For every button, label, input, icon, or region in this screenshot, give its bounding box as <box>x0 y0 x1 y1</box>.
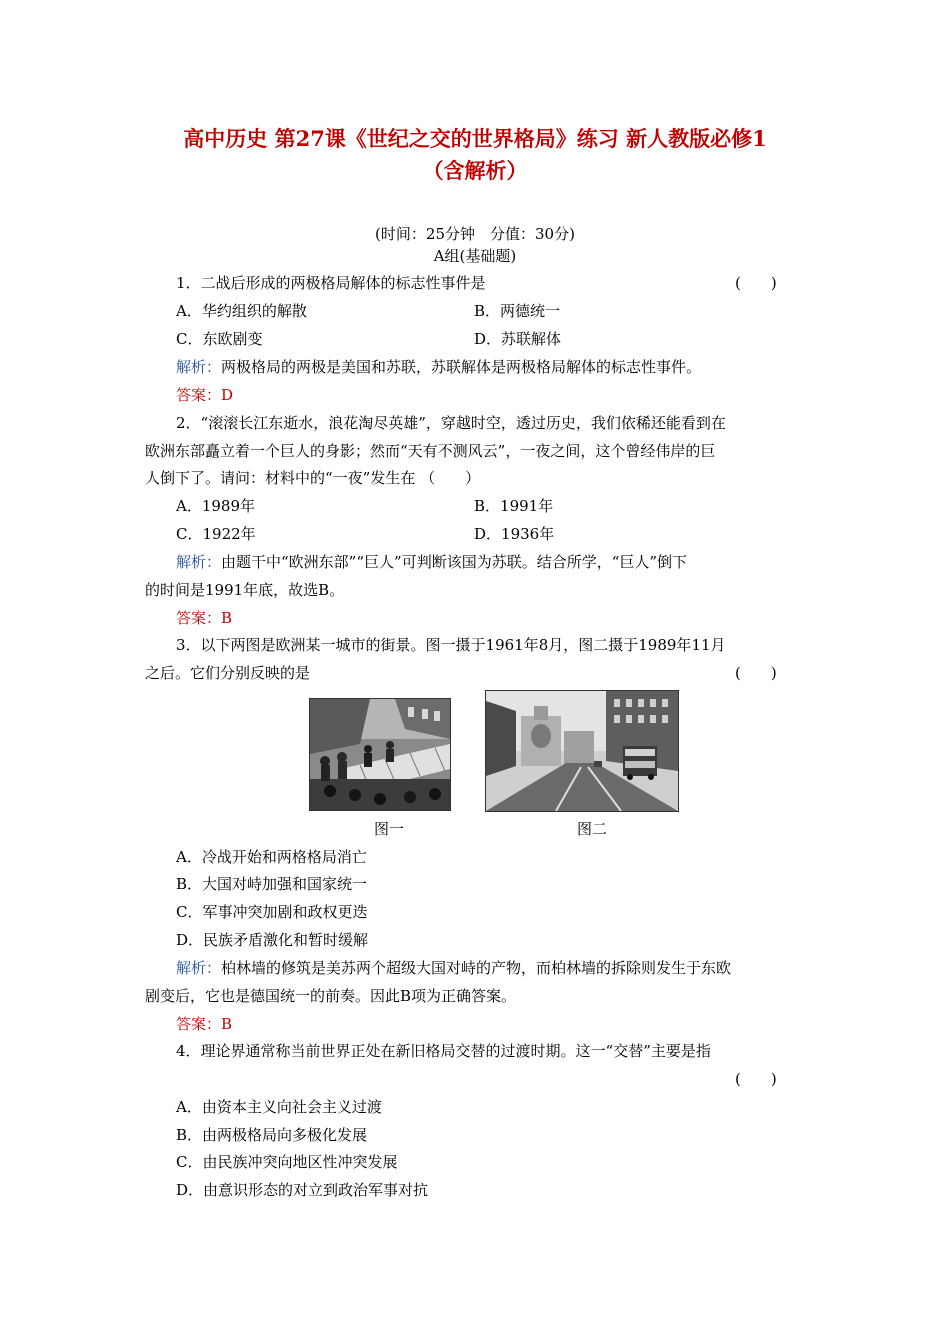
q3-analysis-line1 <box>176 957 731 979</box>
q3-analysis-text: 柏林墙的修筑是美苏两个超级大国对峙的产物，而柏林墙的拆除则发生于东欧 <box>221 959 732 977</box>
q2-answer-value: B <box>221 609 233 627</box>
q2-analysis-line1 <box>176 551 687 573</box>
q2-stem-line3: 人倒下了。请问：材料中的“一夜”发生在 （ ） <box>145 469 481 487</box>
q2-analysis-line2: 的时间是1991年底，故选B。 <box>145 581 345 599</box>
q1-option-b: B．两德统一 <box>474 302 561 320</box>
answer-label: 答案： <box>176 1015 222 1033</box>
q1-analysis-text: 两极格局的两极是美国和苏联，苏联解体是两极格局解体的标志性事件。 <box>221 358 702 376</box>
figure-1-photo <box>309 698 451 811</box>
answer-label: 答案： <box>176 609 222 627</box>
q1-stem: 1．二战后形成的两极格局解体的标志性事件是 <box>176 274 486 292</box>
q3-option-c: C．军事冲突加剧和政权更迭 <box>176 903 368 921</box>
q4-blank: ( ) <box>735 1070 777 1088</box>
q1-option-d: D．苏联解体 <box>474 330 562 348</box>
q3-answer-value: B <box>221 1015 233 1033</box>
q3-option-b: B．大国对峙加强和国家统一 <box>176 875 368 893</box>
time-info: (时间：25分钟 分值：30分) <box>375 225 575 243</box>
doc-title-line2: （含解析） <box>422 158 528 183</box>
doc-title-line1: 高中历史 第27课《世纪之交的世界格局》练习 新人教版必修1 <box>183 126 767 151</box>
q1-analysis <box>176 356 701 378</box>
q2-option-d: D．1936年 <box>474 525 555 543</box>
q4-stem: 4．理论界通常称当前世界正处在新旧格局交替的过渡时期。这一“交替”主要是指 <box>176 1042 711 1060</box>
q4-option-a: A．由资本主义向社会主义过渡 <box>176 1098 382 1116</box>
q3-stem-line2: 之后。它们分别反映的是 <box>145 664 311 682</box>
q1-blank: ( ) <box>735 274 777 292</box>
q1-option-a: A．华约组织的解散 <box>176 302 307 320</box>
figure-1-image-icon <box>310 699 450 810</box>
q2-stem-line2: 欧洲东部矗立着一个巨人的身影；然而“天有不测风云”，一夜之间，这个曾经伟岸的巨 <box>145 442 716 460</box>
q2-stem-line1: 2．“滚滚长江东逝水，浪花淘尽英雄”，穿越时空，透过历史，我们依稀还能看到在 <box>176 414 726 432</box>
q2-option-b: B．1991年 <box>474 497 554 515</box>
q4-option-b: B．由两极格局向多极化发展 <box>176 1126 368 1144</box>
figure-1-caption: 图一 <box>374 820 405 838</box>
group-heading: A组(基础题) <box>433 247 517 265</box>
analysis-label: 解析： <box>176 959 222 977</box>
q2-answer <box>176 607 232 629</box>
figure-2-image-icon <box>486 691 678 811</box>
analysis-label: 解析： <box>176 358 222 376</box>
q2-option-a: A．1989年 <box>176 497 256 515</box>
q2-option-c: C．1922年 <box>176 525 256 543</box>
q4-option-c: C．由民族冲突向地区性冲突发展 <box>176 1153 398 1171</box>
q3-stem-line1: 3．以下两图是欧洲某一城市的街景。图一摄于1961年8月，图二摄于1989年11月 <box>176 636 726 654</box>
q3-option-a: A．冷战开始和两格格局消亡 <box>176 848 367 866</box>
answer-label: 答案： <box>176 386 222 404</box>
q1-option-c: C．东欧剧变 <box>176 330 263 348</box>
q3-answer <box>176 1013 232 1035</box>
figure-2-caption: 图二 <box>577 820 608 838</box>
q1-answer-value: D <box>221 386 234 404</box>
q3-analysis-line2: 剧变后，它也是德国统一的前奏。因此B项为正确答案。 <box>145 987 517 1005</box>
q4-option-d: D．由意识形态的对立到政治军事对抗 <box>176 1181 429 1199</box>
q3-option-d: D．民族矛盾激化和暂时缓解 <box>176 931 369 949</box>
q1-answer <box>176 384 233 406</box>
figure-2-photo <box>485 690 679 812</box>
q2-analysis-text: 由题干中“欧洲东部”“巨人”可判断该国为苏联。结合所学，“巨人”倒下 <box>221 553 688 571</box>
q3-blank: ( ) <box>735 664 777 682</box>
analysis-label: 解析： <box>176 553 222 571</box>
